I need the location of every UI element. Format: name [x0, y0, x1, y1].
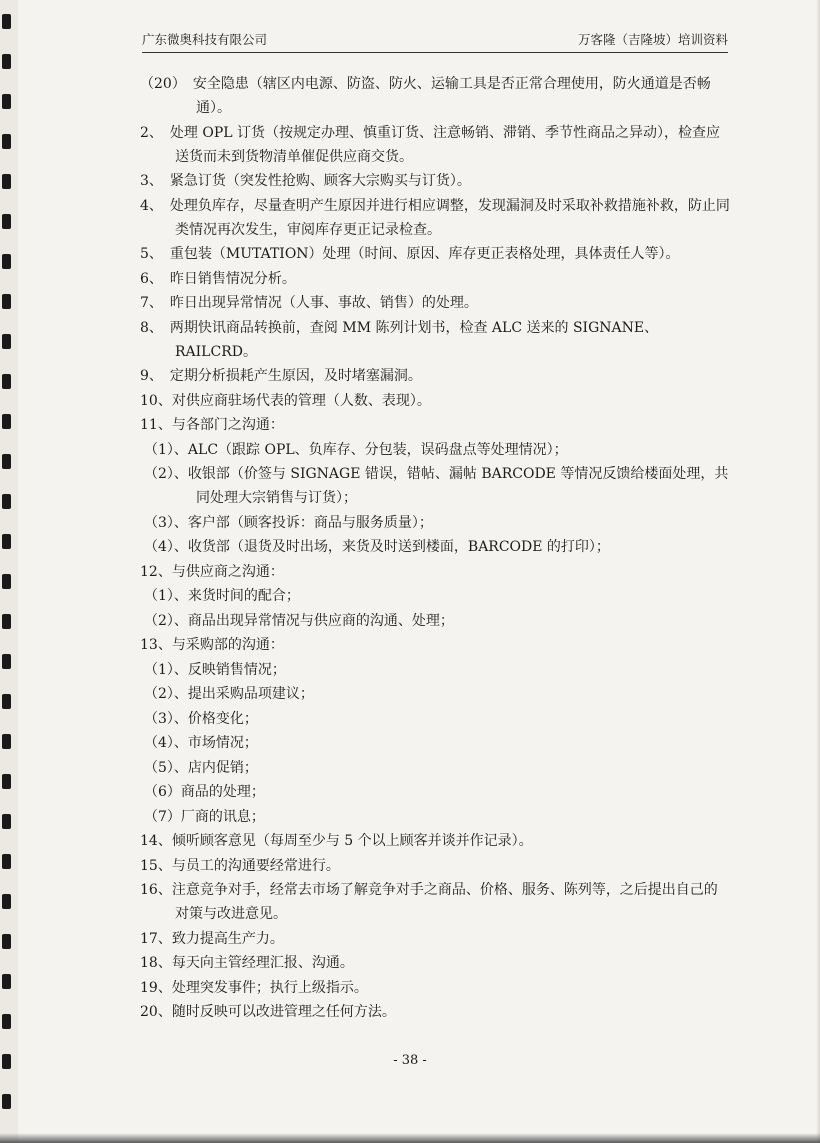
- list-item: 5、 重包装（MUTATION）处理（时间、原因、库存更正表格处理，具体责任人等）。: [140, 246, 680, 262]
- binding-hole: [2, 734, 11, 749]
- list-item: （20） 安全隐患（辖区内电源、防盗、防火、运输工具是否正常合理使用，防火通道是否畅通）。: [140, 76, 711, 116]
- binding-hole: [2, 454, 11, 469]
- list-item: 7、 昨日出现异常情况（人事、事故、销售）的处理。: [140, 295, 478, 311]
- binding-hole: [2, 14, 11, 29]
- list-item: （3）、价格变化；: [144, 710, 258, 727]
- binding-hole: [2, 334, 11, 349]
- list-item: 16、注意竞争对手，经常去市场了解竞争对手之商品、价格、服务、陈列等，之后提出自己的对策与改进意见。: [140, 882, 718, 922]
- page-edge-shadow: [816, 0, 820, 1143]
- page-header: [142, 30, 728, 53]
- binding-hole: [2, 894, 11, 909]
- list-item: （2）、商品出现异常情况与供应商的沟通、处理；: [144, 612, 454, 629]
- list-item: （1）、来货时间的配合；: [144, 588, 300, 604]
- binding-hole: [2, 1094, 11, 1109]
- page-number: - 38 -: [393, 1053, 427, 1068]
- list-item: （1）、ALC（跟踪 OPL、负库存、分包装，误码盘点等处理情况）；: [144, 441, 568, 458]
- list-item: 13、与采购部的沟通：: [140, 637, 284, 653]
- binding-hole: [2, 654, 11, 669]
- binding-hole: [2, 574, 11, 589]
- list-item: 20、随时反映可以改进管理之任何方法。: [140, 1004, 396, 1020]
- list-item: 17、致力提高生产力。: [140, 930, 284, 947]
- binding-hole: [2, 134, 11, 149]
- binding-hole: [2, 814, 11, 829]
- binding-hole: [2, 214, 11, 229]
- list-item: 2、 处理 OPL 订货（按规定办理、慎重订货、注意畅销、滞销、季节性商品之异动），检查应送货而未到货物清单催促供应商交货。: [140, 124, 720, 165]
- list-item: （2）、收银部（价签与 SIGNAGE 错误，错帖、漏帖 BARCODE 等情况反馈给楼面处理，共同处理大宗销售与订货）；: [144, 466, 729, 506]
- list-item: （6）商品的处理；: [144, 784, 265, 800]
- list-item: 9、 定期分析损耗产生原因，及时堵塞漏洞。: [140, 368, 422, 384]
- header-company: 广东微奥科技有限公司: [142, 32, 268, 47]
- binding-hole: [2, 54, 11, 69]
- list-item: 3、 紧急订货（突发性抢购、顾客大宗购买与订货）。: [140, 173, 471, 189]
- binding-hole: [2, 614, 11, 629]
- binding-hole: [2, 534, 11, 549]
- list-item: （7）厂商的讯息；: [144, 808, 265, 825]
- scan-bottom-shadow: [0, 1133, 820, 1143]
- list-item: 8、 两期快讯商品转换前，查阅 MM 陈列计划书，检查 ALC 送来的 SIGNANE、RAILCRD。: [140, 319, 659, 360]
- list-item: （5）、店内促销；: [144, 759, 258, 776]
- binding-hole: [2, 294, 11, 309]
- list-item: 11、与各部门之沟通：: [140, 417, 284, 433]
- list-item: （4）、收货部（退货及时出场，来货及时送到楼面，BARCODE 的打印）；: [144, 539, 610, 555]
- binding-hole: [2, 694, 11, 709]
- list-item: （2）、提出采购品项建议；: [144, 686, 314, 702]
- list-item: 18、每天向主管经理汇报、沟通。: [140, 955, 354, 971]
- list-item: 14、倾听顾客意见（每周至少与 5 个以上顾客并谈并作记录）。: [140, 833, 533, 849]
- list-item: 10、对供应商驻场代表的管理（人数、表现）。: [140, 392, 431, 409]
- list-item: 4、 处理负库存，尽量查明产生原因并进行相应调整，发现漏洞及时采取补救措施补救，防止同类情况再次发生，审阅库存更正记录检查。: [140, 197, 730, 238]
- binding-hole: [2, 974, 11, 989]
- binding-hole: [2, 774, 11, 789]
- document-body: [140, 72, 730, 1024]
- binding-hole: [2, 854, 11, 869]
- binding-hole: [2, 254, 11, 269]
- list-item: 12、与供应商之沟通：: [140, 563, 284, 580]
- binding-hole: [2, 494, 11, 509]
- list-item: （3）、客户部（顾客投诉：商品与服务质量）；: [144, 514, 433, 531]
- binding-hole: [2, 174, 11, 189]
- binding-strip: [0, 0, 18, 1143]
- binding-hole: [2, 934, 11, 949]
- list-item: （4）、市场情况；: [144, 735, 258, 751]
- binding-hole: [2, 94, 11, 109]
- binding-hole: [2, 1014, 11, 1029]
- binding-hole: [2, 374, 11, 389]
- header-doc-title: 万客隆（吉隆坡）培训资料: [577, 32, 728, 47]
- list-item: 15、与员工的沟通要经常进行。: [140, 857, 340, 874]
- list-item: 6、 昨日销售情况分析。: [140, 270, 296, 287]
- list-item: 19、处理突发事件；执行上级指示。: [140, 979, 368, 996]
- list-item: （1）、反映销售情况；: [144, 661, 286, 678]
- binding-hole: [2, 414, 11, 429]
